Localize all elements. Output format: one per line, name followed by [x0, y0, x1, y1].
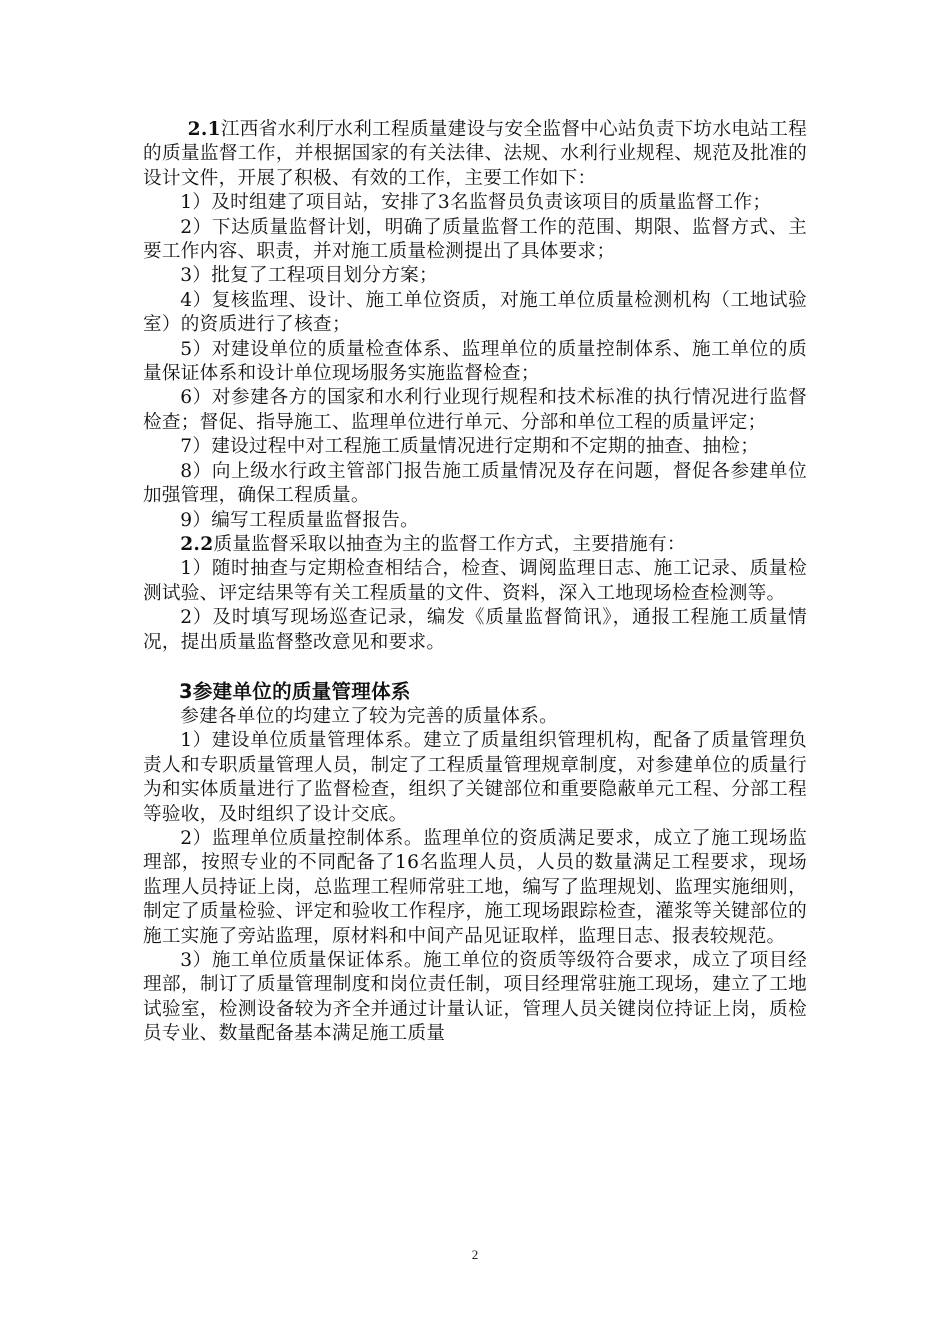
page-content	[143, 118, 807, 1047]
list-item: 8）向上级水行政主管部门报告施工质量情况及存在问题，督促各参建单位加强管理，确保工程质量。	[143, 460, 807, 507]
paragraph-2-1	[143, 118, 807, 191]
list-item: 4）复核监理、设计、施工单位资质，对施工单位质量检测机构（工地试验室）的资质进行了核查；	[143, 289, 807, 336]
list-item: 2）下达质量监督计划，明确了质量监督工作的范围、期限、监督方式、主要工作内容、职责，并对施工质量检测提出了具体要求；	[143, 216, 807, 263]
paragraph-text: 江西省水利厅水利工程质量建设与安全监督中心站负责下坊水电站工程的质量监督工作，并根据国家的有关法律、法规、水利行业规程、规范及批准的设计文件，开展了积极、有效的工作，主要工作如下：	[143, 119, 807, 189]
page-number: 2	[471, 1247, 479, 1262]
section-heading-3: 3参建单位的质量管理体系	[179, 679, 411, 703]
section-number-2-1: 2.1	[187, 119, 221, 140]
list-item: 9）编写工程质量监督报告。	[180, 509, 420, 531]
list-item: 5）对建设单位的质量检查体系、监理单位的质量控制体系、施工单位的质量保证体系和设计单位现场服务实施监督检查；	[143, 338, 807, 385]
list-item: 2）监理单位质量控制体系。监理单位的资质满足要求，成立了施工现场监理部，按照专业的不同配备了16名监理人员，人员的数量满足工程要求，现场监理人员持证上岗，总监理工程师常驻工地，编写了监理规划、监理实施细则，制定了质量检验、评定和验收工作程序，施工现场跟踪检查，灌浆等关键部位的施工实施了旁站监理，原材料和中间产品见证取样，监理日志、报表较规范。	[143, 827, 807, 947]
section-spacer	[143, 655, 807, 679]
list-item: 1）随时抽查与定期检查相结合，检查、调阅监理日志、施工记录、质量检测试验、评定结果等有关工程质量的文件、资料，深入工地现场检查检测等。	[143, 558, 807, 604]
paragraph-2-2	[143, 533, 807, 557]
list-item: 1）建设单位质量管理体系。建立了质量组织管理机构，配备了质量管理负责人和专职质量管理人员，制定了工程质量管理规章制度，对参建单位的质量行为和实体质量进行了监督检查，组织了关键部位和重要隐蔽单元工程、分部工程等验收，及时组织了设计交底。	[143, 730, 807, 825]
list-item: 7）建设过程中对工程施工质量情况进行定期和不定期的抽查、抽检；	[180, 436, 760, 458]
list-item: 3）批复了工程项目划分方案；	[180, 265, 438, 287]
section-number-2-2: 2.2	[180, 533, 214, 555]
list-item: 1）及时组建了项目站，安排了3名监督员负责该项目的质量监督工作；	[180, 192, 772, 214]
list-item: 6）对参建各方的国家和水利行业现行规程和技术标准的执行情况进行监督检查；督促、指导施工、监理单位进行单元、分部和单位工程的质量评定；	[143, 387, 807, 433]
paragraph-text: 质量监督采取以抽查为主的监督工作方式，主要措施有：	[213, 533, 686, 555]
list-item: 3）施工单位质量保证体系。施工单位的资质等级符合要求，成立了项目经理部，制订了质量管理制度和岗位责任制，项目经理常驻施工现场，建立了工地试验室，检测设备较为齐全并通过计量认证，管理人员关键岗位持证上岗，质检员专业、数量配备基本满足施工质量	[143, 950, 807, 1045]
paragraph-3-intro: 参建各单位的均建立了较为完善的质量体系。	[180, 705, 559, 727]
list-item: 2）及时填写现场巡查记录，编发《质量监督简讯》，通报工程施工质量情况，提出质量监督整改意见和要求。	[143, 607, 807, 653]
